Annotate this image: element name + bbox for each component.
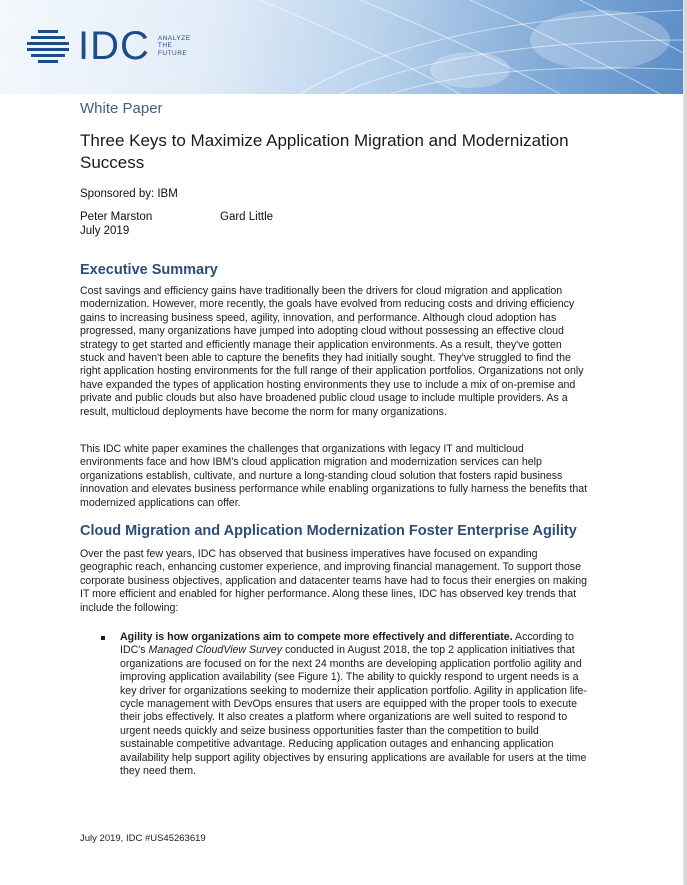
tagline-line: THE xyxy=(157,42,173,50)
bullet-marker xyxy=(101,636,105,640)
paragraph: Cost savings and efficiency gains have traditionally been the drivers for cloud migration and application modernization. However, more recently, the goals have evolved from reducing costs and driving efficiency gains to increasing business speed, agility, innovation, and performance. Although cloud adoption has progressed, many organizations have jumped into adopting cloud without possessing an effective cloud strategy to get started and efficiently manage their application environments. As a result, they've gotten stuck and haven't been able to capture the benefits they had initially sought. They've struggled to find the right application hosting environments for the full range of their application portfolios. Organizations not only have expanded the types of application hosting environments they use to include a mix of on-premise and private and public clouds but also have broadened public cloud usage to include multiple providers. As a result, multicloud deployments have become the norm for many organizations. xyxy=(80,285,584,418)
globe-icon xyxy=(24,28,72,64)
logo-wordmark: IDC xyxy=(78,24,150,68)
tagline-line: FUTURE xyxy=(157,49,188,57)
paragraph: This IDC white paper examines the challenges that organizations with legacy IT and multicloud environments face and how IBM's cloud application migration and modernization services can help organizations establish, cultivate, and nurture a long-standing cloud solution that fosters rapid business innovation and elevates business performance while enabling organizations to fully harness the benefits that modernized applications can offer. xyxy=(80,443,588,509)
idc-logo xyxy=(24,22,191,70)
document-type: White Paper xyxy=(80,100,163,117)
sponsor-line: Sponsored by: IBM xyxy=(80,188,178,200)
author-name: Peter Marston xyxy=(80,211,153,223)
publication-date: July 2019 xyxy=(80,225,130,237)
logo-tagline xyxy=(158,35,191,58)
document-title: Three Keys to Maximize Application Migration and Modernization Success xyxy=(80,131,569,172)
bullet-item xyxy=(120,631,588,778)
bullet-text: conducted in August 2018, the top 2 application initiatives that organizations are focused on for the next 24 months are developing application portfolio agility and improving application availability (see Figure 1). The ability to quickly respond to urgent needs is a key driver for organizations seeking to modernize their application portfolio. Agility in application life-cycle management with DevOps ensures that users are equipped with the proper tools to execute their jobs effectively. It also creates a platform where organizations are well suited to respond to urgent needs quickly and seize business opportunities faster than the competition to build sustainable competitive advantage. Reducing application outages and enhancing application availability help support agility objectives by ensuring applications are available for users at the time they need them. xyxy=(120,644,587,778)
survey-name: Managed CloudView Survey xyxy=(148,644,282,657)
bullet-text: According to IDC's xyxy=(120,631,574,657)
page-footer: July 2019, IDC #US45263619 xyxy=(80,833,206,844)
section-heading-cloud-migration: Cloud Migration and Application Modernization Foster Enterprise Agility xyxy=(80,523,577,539)
section-heading-executive-summary: Executive Summary xyxy=(80,262,218,278)
page-edge xyxy=(683,0,687,885)
bullet-lead: Agility is how organizations aim to compete more effectively and differentiate. xyxy=(120,631,513,643)
author-name: Gard Little xyxy=(220,211,274,223)
paragraph: Over the past few years, IDC has observed that business imperatives have focused on expanding geographic reach, enhancing customer experience, and improving financial management. To support those corporate business objectives, application and datacenter teams have had to focus their energies on making IT more efficient and enabled for higher performance. Along these lines, IDC has observed key trends that include the following: xyxy=(80,548,588,614)
tagline-line: ANALYZE xyxy=(157,34,191,42)
header-banner xyxy=(0,0,687,94)
